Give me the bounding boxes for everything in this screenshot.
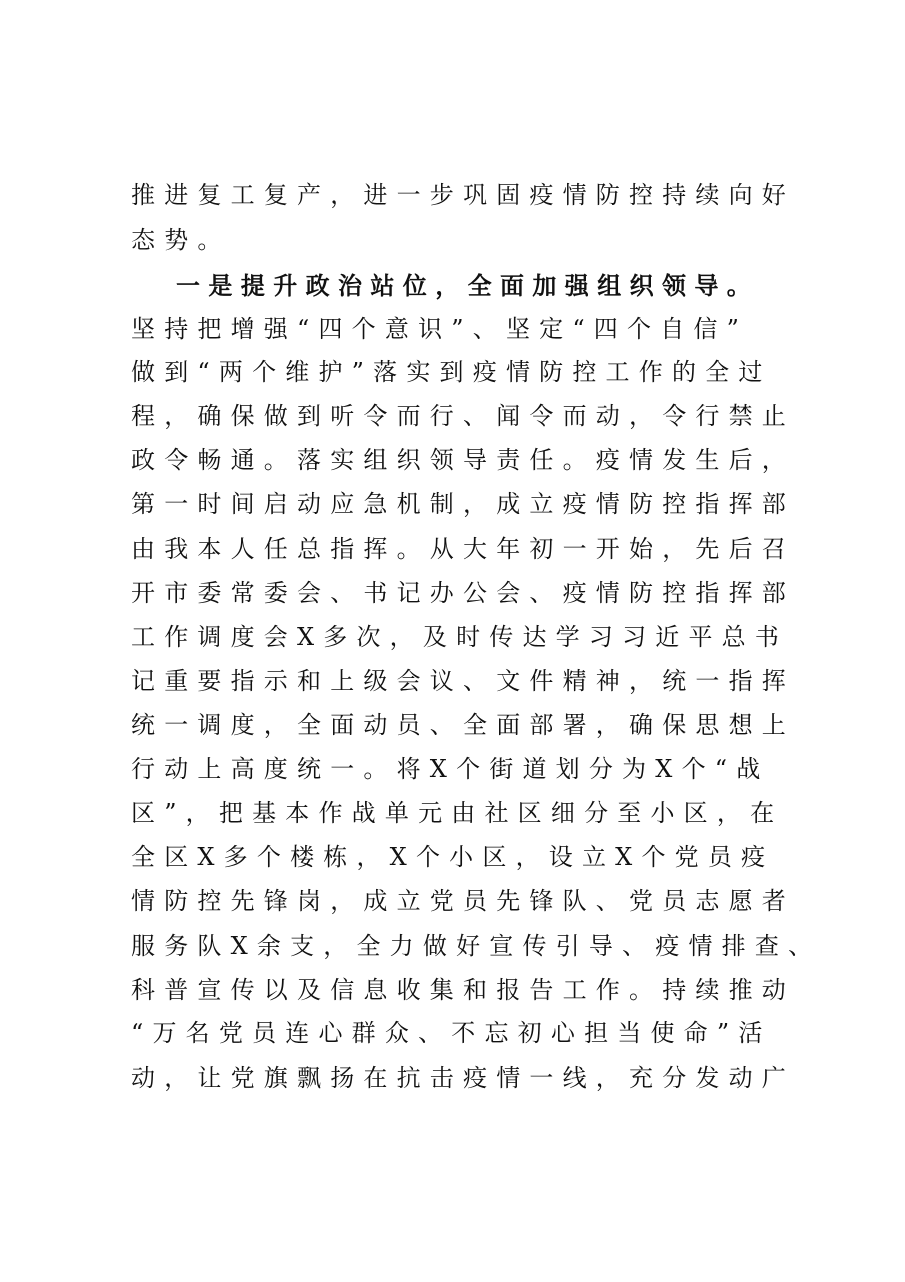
- text-line: 态势。: [131, 226, 231, 254]
- text-line: 服务队X余支，全力做好宣传引导、疫情排查、: [131, 932, 822, 960]
- section-heading: 一是提升政治站位，全面加强组织领导。: [176, 271, 760, 300]
- text-line: 第一时间启动应急机制，成立疫情防控指挥部: [131, 490, 795, 518]
- text-line: 推进复工复产，进一步巩固疫情防控持续向好: [131, 181, 795, 209]
- text-line: 统一调度，全面动员、全面部署，确保思想上: [131, 711, 795, 739]
- text-line: “万名党员连心群众、不忘初心担当使命”活: [131, 1019, 772, 1047]
- text-line: 情防控先锋岗，成立党员先锋队、党员志愿者: [131, 887, 795, 915]
- text-line: 行动上高度统一。将X个街道划分为X个“战: [131, 755, 770, 783]
- text-line: 动，让党旗飘扬在抗击疫情一线，充分发动广: [131, 1064, 795, 1092]
- text-line: 区”，把基本作战单元由社区细分至小区，在: [131, 799, 784, 827]
- text-line: 政令畅通。落实组织领导责任。疫情发生后，: [131, 446, 795, 474]
- text-line: 做到“两个维护”落实到疫情防控工作的全过: [131, 358, 772, 386]
- text-line: 全区X多个楼栋，X个小区，设立X个党员疫: [131, 843, 775, 871]
- text-line: 记重要指示和上级会议、文件精神，统一指挥: [131, 667, 795, 695]
- text-line: 由我本人任总指挥。从大年初一开始，先后召: [131, 535, 795, 563]
- text-line: 科普宣传以及信息收集和报告工作。持续推动: [131, 976, 795, 1004]
- text-line: 坚持把增强“四个意识”、坚定“四个自信”: [131, 315, 749, 343]
- text-line: 程，确保做到听令而行、闻令而动，令行禁止: [131, 402, 795, 430]
- text-line: 工作调度会X多次，及时传达学习习近平总书: [131, 623, 789, 651]
- text-line: 开市委常委会、书记办公会、疫情防控指挥部: [131, 579, 795, 607]
